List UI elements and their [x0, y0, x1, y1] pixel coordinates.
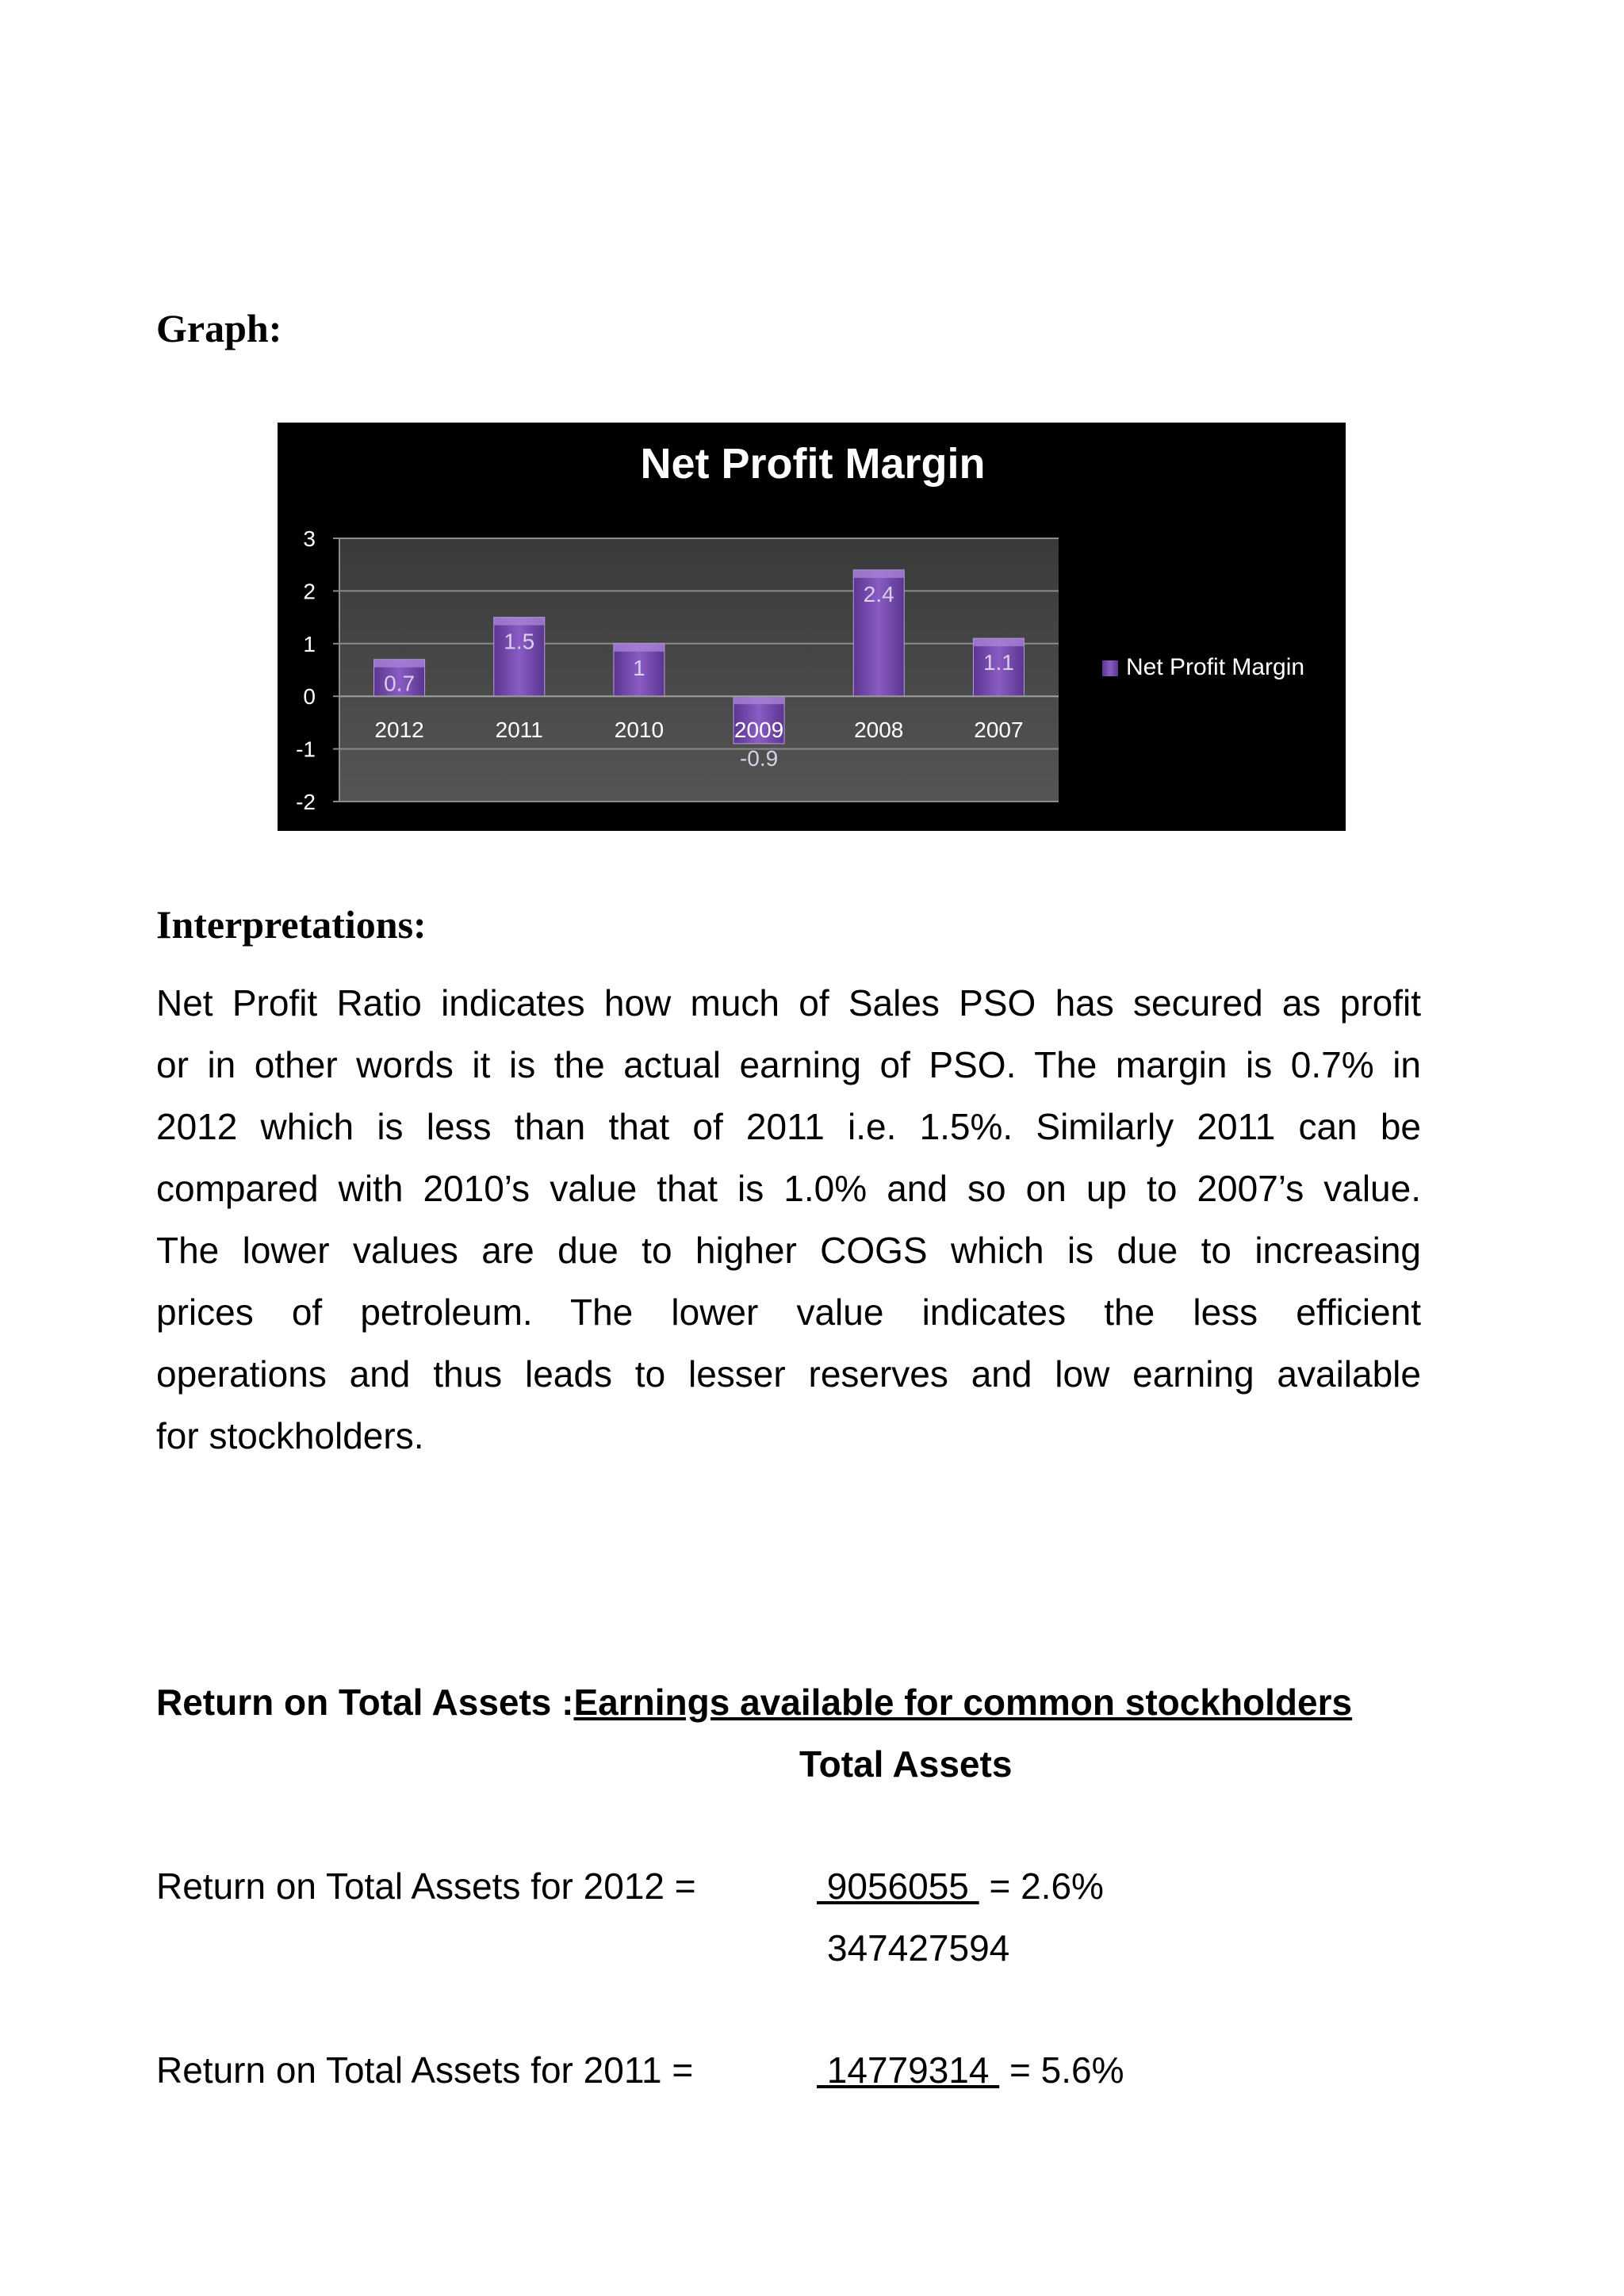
x-tick-label: 2011: [495, 718, 543, 743]
y-tick-label: 2: [303, 579, 316, 604]
interpretations-heading: Interpretations:: [156, 902, 427, 947]
data-label: -0.9: [739, 745, 779, 771]
paragraph-line: Net Profit Ratio indicates how much of Sales PSO has secured as profit: [156, 982, 1421, 1024]
data-label: 1: [633, 655, 645, 680]
roa-denominator: Total Assets: [799, 1743, 1013, 1785]
net-profit-margin-chart: [278, 423, 1346, 831]
bar-cap: [374, 660, 425, 668]
paragraph-line: for stockholders.: [156, 1415, 424, 1456]
paragraph-line: or in other words it is the actual earning of PSO. The margin is 0.7% in: [156, 1044, 1421, 1085]
bar-cap: [494, 618, 545, 626]
roa-2012-label: Return on Total Assets for 2012 =: [156, 1866, 696, 1907]
x-tick-label: 2009: [733, 718, 784, 743]
y-tick-label: 1: [303, 631, 316, 656]
roa-2011-numerator: 14779314: [817, 2049, 1000, 2091]
legend-label: Net Profit Margin: [1126, 654, 1305, 680]
roa-2012-result: = 2.6%: [989, 1866, 1104, 1907]
x-tick-label: 2010: [614, 718, 665, 743]
bar-cap: [853, 570, 904, 578]
data-label: 1.1: [982, 650, 1014, 675]
roa-2012-numerator: 9056055: [817, 1866, 979, 1907]
roa-2012-fraction: [817, 1865, 1104, 1908]
legend-swatch: [1102, 660, 1118, 676]
roa-2011-fraction: [817, 2049, 1124, 2091]
roa-formula: [156, 1681, 1352, 1724]
bar-cap: [614, 644, 665, 652]
plot-area: [339, 538, 1059, 802]
paragraph-line: 2012 which is less than that of 2011 i.e. 1.5%. Similarly 2011 can be: [156, 1106, 1421, 1147]
chart-canvas: [278, 423, 1346, 831]
y-tick-label: -1: [296, 737, 316, 762]
bar-cap: [733, 696, 784, 704]
x-tick-label: 2008: [854, 718, 904, 743]
graph-heading: Graph:: [156, 306, 282, 350]
data-label: 2.4: [863, 581, 894, 607]
paragraph-line: The lower values are due to higher COGS which is due to increasing: [156, 1230, 1421, 1271]
roa-2012-denominator: 347427594: [827, 1927, 1010, 1969]
y-tick-label: -2: [296, 790, 316, 814]
paragraph-line: compared with 2010’s value that is 1.0% and so on up to 2007’s value.: [156, 1168, 1421, 1209]
x-tick-label: 2007: [974, 718, 1024, 743]
paragraph-line: prices of petroleum. The lower value indicates the less efficient: [156, 1292, 1421, 1333]
interpretation-paragraph: [156, 972, 1421, 1467]
roa-numerator: Earnings available for common stockholders: [573, 1682, 1353, 1723]
x-tick-label: 2012: [374, 718, 424, 743]
roa-2011-label: Return on Total Assets for 2011 =: [156, 2049, 694, 2091]
roa-2011-result: = 5.6%: [1009, 2049, 1124, 2091]
data-label: 0.7: [384, 671, 416, 696]
roa-label: Return on Total Assets :: [156, 1682, 574, 1723]
paragraph-line: operations and thus leads to lesser reserves and low earning available: [156, 1353, 1421, 1395]
chart-legend: [1102, 654, 1304, 680]
data-label: 1.5: [504, 629, 535, 654]
y-tick-label: 0: [303, 684, 316, 710]
bar-cap: [973, 638, 1024, 646]
chart-title: Net Profit Margin: [640, 440, 986, 488]
y-tick-label: 3: [303, 526, 316, 551]
